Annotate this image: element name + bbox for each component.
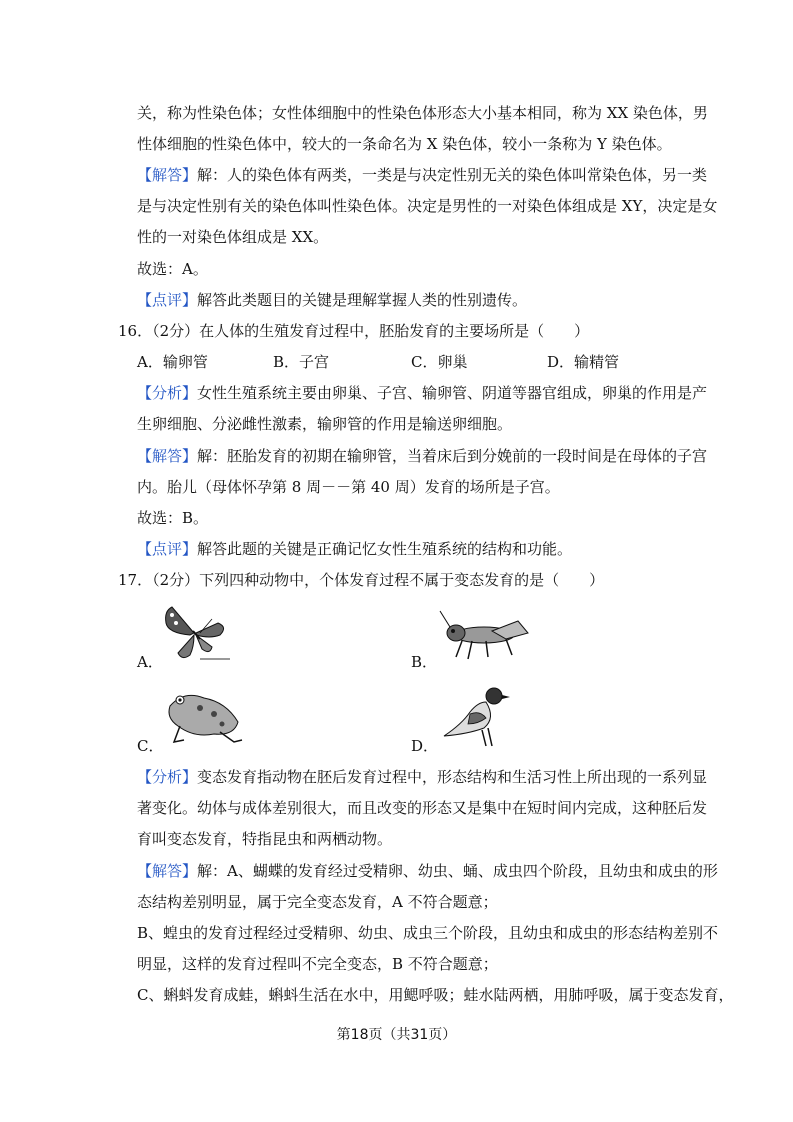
comment-tag: 【点评】 (137, 540, 198, 558)
option-b: B． (411, 653, 438, 671)
text-line: 内。胎儿（母体怀孕第 8 周－－第 40 周）发育的场所是子宫。 (137, 478, 560, 496)
text-line: 性体细胞的性染色体中，较大的一条命名为 X 染色体，较小一条称为 Y 染色体。 (137, 135, 672, 153)
question-stem: 16．（2分）在人体的生殖发育过程中，胚胎发育的主要场所是（ ） (118, 322, 590, 340)
choose-line: 故选：A。 (137, 260, 208, 278)
text-line: C、蝌蚪发育成蛙，蝌蚪生活在水中，用鳃呼吸；蛙水陆两栖，用肺呼吸，属于变态发育， (137, 986, 734, 1004)
butterfly-image (160, 603, 232, 663)
answer-line (137, 165, 707, 185)
text-line: 育叫变态发育，特指昆虫和两栖动物。 (137, 830, 393, 848)
bird-image (440, 684, 510, 750)
choose-line: 故选：B。 (137, 509, 209, 527)
comment-tag: 【点评】 (137, 291, 198, 309)
option-d: D．输精管 (547, 353, 620, 371)
text-line: 明显，这样的发育过程叫不完全变态，B 不符合题意； (137, 955, 498, 973)
analysis-text: 变态发育指动物在胚后发育过程中，形态结构和生活习性上所出现的一系列显 (197, 768, 708, 786)
answer-tag: 【解答】 (137, 862, 198, 880)
option-d: D． (411, 737, 439, 755)
text-line: 著变化。幼体与成体差别很大，而且改变的形态又是集中在短时间内完成，这种胚后发 (137, 799, 708, 817)
answer-text: 解：A、蝴蝶的发育经过受精卵、幼虫、蛹、成虫四个阶段，且幼虫和成虫的形 (197, 862, 718, 880)
comment-text: 解答此类题目的关键是理解掌握人类的性别遗传。 (197, 291, 528, 309)
comment-line (137, 539, 572, 559)
answer-tag: 【解答】 (137, 447, 198, 465)
answer-line (137, 446, 707, 466)
option-b: B．子宫 (273, 353, 330, 371)
analysis-line (137, 767, 707, 787)
analysis-tag: 【分析】 (137, 768, 198, 786)
grasshopper-image (436, 609, 532, 665)
comment-text: 解答此题的关键是正确记忆女性生殖系统的结构和功能。 (197, 540, 573, 558)
text-line: 关，称为性染色体；女性体细胞中的性染色体形态大小基本相同，称为 XX 染色体，男 (137, 104, 708, 122)
analysis-text: 女性生殖系统主要由卵巢、子宫、输卵管、阴道等器官组成，卵巢的作用是产 (197, 384, 708, 402)
text-line: 态结构差别明显，属于完全变态发育，A 不符合题意； (137, 893, 498, 911)
option-a: A． (137, 653, 163, 671)
text-line: 是与决定性别有关的染色体叫性染色体。决定是男性的一对染色体组成是 XY，决定是女 (137, 197, 718, 215)
option-c: C． (137, 737, 164, 755)
option-a: A．输卵管 (137, 353, 208, 371)
text-line: 性的一对染色体组成是 XX。 (137, 228, 329, 246)
analysis-line (137, 383, 707, 403)
frog-image (164, 686, 244, 746)
question-stem: 17．（2分）下列四种动物中，个体发育过程不属于变态发育的是（ ） (118, 571, 605, 589)
answer-text: 解：胚胎发育的初期在输卵管，当着床后到分娩前的一段时间是在母体的子宫 (197, 447, 708, 465)
text-line: B、蝗虫的发育过程经过受精卵、幼虫、成虫三个阶段，且幼虫和成虫的形态结构差别不 (137, 924, 719, 942)
answer-tag: 【解答】 (137, 166, 198, 184)
comment-line (137, 290, 527, 310)
option-c: C．卵巢 (411, 353, 468, 371)
answer-text: 解：人的染色体有两类，一类是与决定性别无关的染色体叫常染色体，另一类 (197, 166, 708, 184)
answer-line (137, 861, 718, 881)
text-line: 生卵细胞、分泌雌性激素，输卵管的作用是输送卵细胞。 (137, 415, 513, 433)
page-footer: 第18页（共31页） (336, 1027, 457, 1043)
analysis-tag: 【分析】 (137, 384, 198, 402)
